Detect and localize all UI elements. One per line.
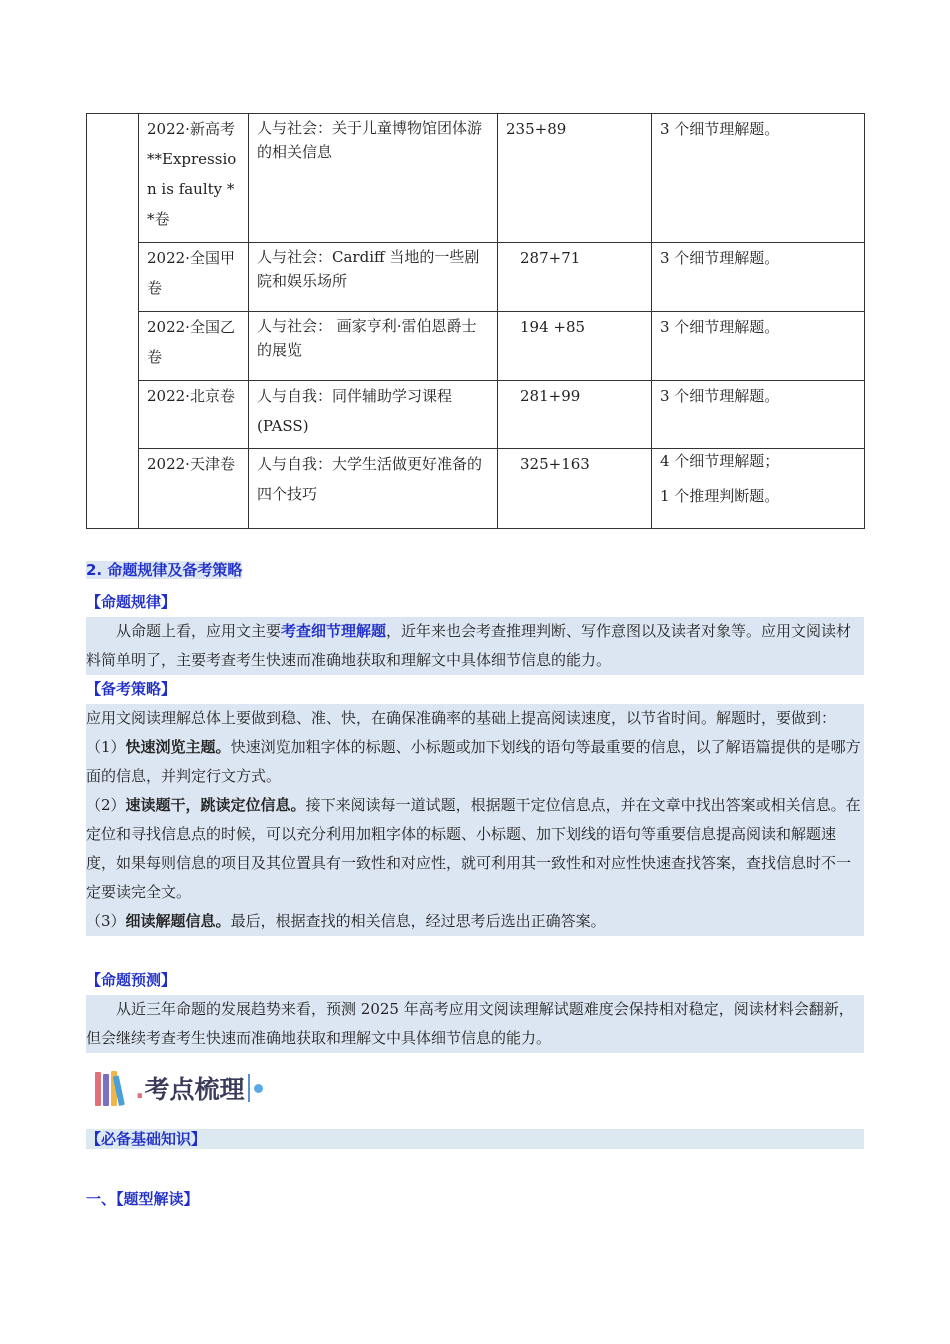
predict-heading: 【命题预测】 xyxy=(86,971,177,989)
year-cell: 2022·北京卷 xyxy=(139,381,249,449)
section-2-title: 2. 命题规律及备考策略 xyxy=(86,561,243,579)
rule-text-a: 从命题上看，应用文主要 xyxy=(116,622,282,640)
words-cell: 281+99 xyxy=(498,381,652,449)
step-text: 最后，根据查找的相关信息，经过思考后选出正确答案。 xyxy=(230,912,606,930)
rule-heading-wrap xyxy=(86,588,864,617)
question-line: 3 个细节理解题。 xyxy=(660,318,780,336)
question-line: 4 个细节理解题； xyxy=(660,452,780,470)
strategy-step-3 xyxy=(86,907,864,936)
questions-cell xyxy=(652,243,865,312)
rule-keyword: 考查细节理解题 xyxy=(281,622,387,640)
table-row xyxy=(87,381,865,449)
strategy-intro: 应用文阅读理解总体上要做到稳、准、快，在确保准确率的基础上提高阅读速度，以节省时间。解题时，要做到： xyxy=(86,709,837,727)
logo-dot-prefix: . xyxy=(135,1075,145,1104)
book-shape xyxy=(103,1074,109,1106)
year-cell: 2022·天津卷 xyxy=(139,449,249,529)
exam-table xyxy=(86,113,865,529)
question-line: 3 个细节理解题。 xyxy=(660,249,780,267)
rule-heading: 【命题规律】 xyxy=(86,593,177,611)
kaodian-logo xyxy=(95,1068,263,1108)
basics-bar xyxy=(86,1129,864,1149)
theme-cell: 人与自我：大学生活做更好准备的四个技巧 xyxy=(249,449,498,529)
section-one-prefix: 一、 xyxy=(86,1190,117,1208)
predict-heading-wrap xyxy=(86,966,864,995)
step-number: （1） xyxy=(86,738,126,756)
table-row xyxy=(87,114,865,243)
strategy-step-1 xyxy=(86,733,864,791)
theme-cell: 人与社会：关于儿童博物馆团体游的相关信息 xyxy=(249,114,498,243)
strategy-heading: 【备考策略】 xyxy=(86,680,177,698)
words-cell: 194 +85 xyxy=(498,312,652,381)
question-line: 3 个细节理解题。 xyxy=(660,120,780,138)
theme-cell: 人与自我：同伴辅助学习课程(PASS) xyxy=(249,381,498,449)
step-keyword: 快速浏览主题。 xyxy=(125,738,231,756)
questions-cell xyxy=(652,114,865,243)
basics-heading: 【必备基础知识】 xyxy=(86,1130,207,1148)
rule-paragraph xyxy=(86,617,864,675)
words-cell: 235+89 xyxy=(498,114,652,243)
question-line: 3 个细节理解题。 xyxy=(660,387,780,405)
table-row xyxy=(87,449,865,529)
section-one-title: 【题型解读】 xyxy=(116,1190,199,1208)
year-cell: 2022·全国甲卷 xyxy=(139,243,249,312)
step-text: 接下来阅读每一道试题，根据题干定位信息点，并在文章中找出答案或相关信息。在定位和寻找信息点的时候，可以充分利用加粗字体的标题、小标题、加下划线的语句等重要信息提高阅读和解题速度，如果每则信息的项目及其位置具有一致性和对应性，就可利用其一致性和对应性快速查找答案，查找信息时不一定要读完全文。 xyxy=(86,796,861,901)
theme-cell: 人与社会： 画家亨利·雷伯恩爵士的展览 xyxy=(249,312,498,381)
step-text: 快速浏览加粗字体的标题、小标题或加下划线的语句等最重要的信息，以了解语篇提供的是哪方面的信息，并判定行文方式。 xyxy=(86,738,861,785)
logo-text xyxy=(135,1070,245,1106)
questions-cell xyxy=(652,312,865,381)
step-keyword: 细读解题信息。 xyxy=(125,912,231,930)
theme-cell: 人与社会：Cardiff 当地的一些剧院和娱乐场所 xyxy=(249,243,498,312)
rule-text-b: ，近年来也会考查推理判断、写作意图以及读者对象等。应用文阅读材料简单明了，主要考查考生快速而准确地获取和理解文中具体细节信息的能力。 xyxy=(86,622,852,669)
dot-icon xyxy=(254,1084,263,1093)
strategy-paragraph xyxy=(86,704,864,936)
words-cell: 325+163 xyxy=(498,449,652,529)
questions-cell xyxy=(652,381,865,449)
step-number: （2） xyxy=(86,796,126,814)
year-cell: 2022·全国乙卷 xyxy=(139,312,249,381)
section-one-heading xyxy=(86,1185,864,1214)
books-icon xyxy=(95,1070,127,1106)
section-2-title-wrap xyxy=(86,556,864,585)
questions-cell xyxy=(652,449,865,529)
step-number: （3） xyxy=(86,912,126,930)
words-cell: 287+71 xyxy=(498,243,652,312)
merged-category-cell xyxy=(87,114,139,529)
table-row xyxy=(87,312,865,381)
step-keyword: 速读题干，跳读定位信息。 xyxy=(125,796,306,814)
strategy-heading-wrap xyxy=(86,675,864,704)
logo-title: 考点梳理 xyxy=(144,1075,245,1104)
predict-paragraph: 从近三年命题的发展趋势来看，预测 2025 年高考应用文阅读理解试题难度会保持相对稳定，阅读材料会翻新，但会继续考查考生快速而准确地获取和理解文中具体细节信息的能力。 xyxy=(86,995,864,1053)
year-cell: 2022·新高考**Expression is faulty **卷 xyxy=(139,114,249,243)
book-shape xyxy=(95,1072,101,1106)
table-row xyxy=(87,243,865,312)
strategy-step-2 xyxy=(86,791,864,907)
cursor-bar-icon xyxy=(248,1074,250,1102)
question-line: 1 个推理判断题。 xyxy=(660,487,780,505)
